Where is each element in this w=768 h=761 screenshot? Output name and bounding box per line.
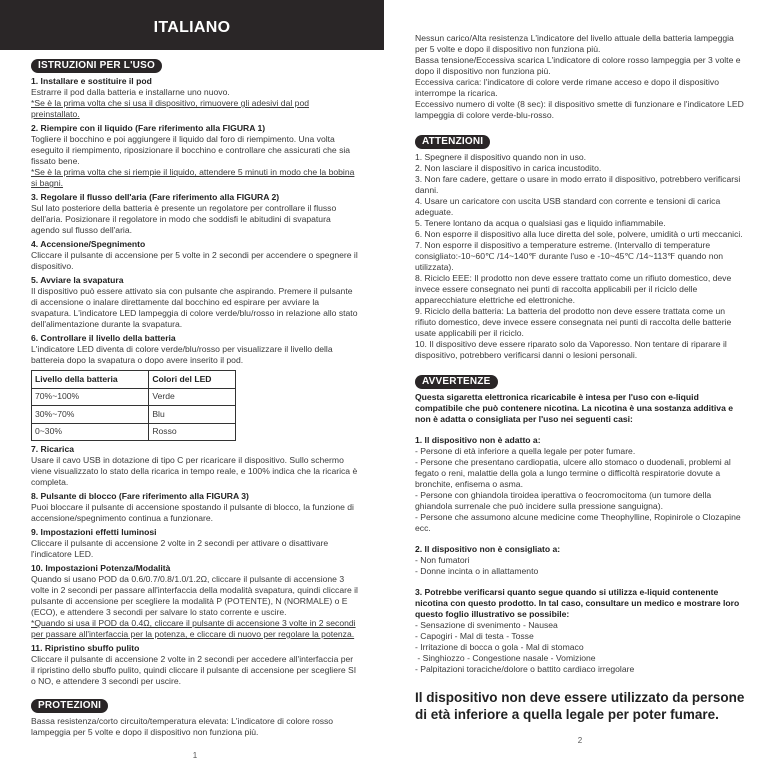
table-cell: Blu [149, 406, 236, 424]
protection-item: Eccessiva carica: l'indicatore di colore verde rimane acceso e dopo il dispositivo interrompe la ricarica. [415, 77, 719, 98]
table-cell: 0~30% [32, 423, 149, 441]
instruction-heading: 1. Installare e sostituire il pod [31, 76, 152, 86]
section-pill-istruzioni: ISTRUZIONI PER L'USO [31, 59, 162, 73]
attention-item: 5. Tenere lontano da acqua o qualsiasi gas e liquido infiammabile. [415, 218, 666, 228]
page-1-column [31, 59, 359, 761]
instruction-heading: 10. Impostazioni Potenza/Modalità [31, 563, 171, 573]
instruction-2 [31, 123, 359, 189]
instruction-note: *Quando si usa il POD da 0.4Ω, cliccare il pulsante di accensione 3 volte in 2 secondi per passare all'interfaccia per la potenza, e cliccare di nuovo per regolare la potenza. [31, 618, 356, 639]
instruction-text: Quando si usano POD da 0.6/0.7/0.8/1.0/1.2Ω, cliccare il pulsante di accensione 3 volte in 2 secondi per passare all'interfaccia della modalità svapatura, quindi cliccare il pulsante di accensione per scegliere la modalità P (POTENTE), N (NORMALE) o E (ECO), e attendere 3 secondi per salvare lo stato corrente e uscire. [31, 574, 358, 617]
instruction-heading: 8. Pulsante di blocco (Fare riferimento alla FIGURA 3) [31, 491, 249, 501]
table-cell: 70%~100% [32, 388, 149, 406]
instruction-heading: 2. Riempire con il liquido (Fare riferimento alla FIGURA 1) [31, 123, 266, 133]
instruction-1 [31, 76, 359, 120]
instruction-heading: 11. Ripristino sbuffo pulito [31, 643, 140, 653]
page-2-column [415, 33, 745, 746]
instruction-note: *Se è la prima volta che si usa il dispositivo, rimuovere gli adesivi dal pod preinstallato. [31, 98, 310, 119]
instruction-text: Sul lato posteriore della batteria è presente un regolatore per controllare il flusso dell'aria. Posizionare il regolatore in modo che soddisfi le abitudini di svapatura agendo sul flusso dell'aria. [31, 203, 337, 235]
attention-item: 10. Il dispositivo deve essere riparato solo da Vaporesso. Non tentare di riparare il dispositivo, potrebbero verificarsi danni o lesioni personali. [415, 339, 727, 360]
instruction-heading: 4. Accensione/Spegnimento [31, 239, 146, 249]
warning-item: - Persone di età inferiore a quella legale per poter fumare. [415, 446, 636, 456]
attention-item: 8. Riciclo EEE: Il prodotto non deve essere trattato come un rifiuto domestico, deve invece essere consegnato nei punti di raccolta applicabili per il riciclo delle apparecchiature elettriche ed elettroniche. [415, 273, 732, 305]
table-header-row [32, 371, 236, 389]
instruction-heading: 5. Avviare la svapatura [31, 275, 124, 285]
protection-text: Bassa resistenza/corto circuito/temperatura elevata: L'indicatore di colore rosso lampeggia per 5 volte e dopo il dispositivo non funziona più. [31, 716, 334, 737]
warning-item: - Sensazione di svenimento - Nausea [415, 620, 558, 630]
warning-item: - Singhiozzo - Congestione nasale - Vomizione [415, 653, 596, 663]
section-pill-attenzioni: ATTENZIONI [415, 135, 490, 149]
instruction-text: Puoi bloccare il pulsante di accensione spostando il pulsante di blocco, la funzione di accensione/spegnimento continua a funzionare. [31, 502, 354, 523]
instruction-heading: 9. Impostazioni effetti luminosi [31, 527, 157, 537]
instruction-text: L'indicatore LED diventa di colore verde/blu/rosso per visualizzare il livello della battereia dopo la svapatura o dopo avere inserito il pod. [31, 344, 333, 365]
warning-item: - Palpitazioni toraciche/dolore o battito cardiaco irregolare [415, 664, 635, 674]
instruction-text: Il dispositivo può essere attivato sia con pulsante che aspirando. Premere il pulsante di accensione o inalare direttamente dal bocchino ed espirare per avviare la svapatura. L'indicatore LED lampeggia di colore verde/blu/rosso in relazione allo stato dell'alimentazione durante la svapatura. [31, 286, 358, 329]
warning-item: - Persone con ghiandola tiroidea iperattiva o feocromocitoma (un tumore della ghiandola surrenale che può incidere sulla pressione sanguigna). [415, 490, 712, 511]
instruction-text: Usare il cavo USB in dotazione di tipo C per ricaricare il dispositivo. Sullo schermo viene visualizzato lo stato della ricarica in tempo reale, e 100% indica che la ricarica è completa. [31, 455, 358, 487]
table-header: Livello della batteria [32, 371, 149, 389]
instruction-8 [31, 491, 359, 524]
instruction-3 [31, 192, 359, 236]
attention-item: 1. Spegnere il dispositivo quando non in uso. [415, 152, 587, 162]
attention-item: 2. Non lasciare il dispositivo in carica incustodito. [415, 163, 602, 173]
section-pill-avvertenze: AVVERTENZE [415, 375, 498, 389]
instruction-heading: 3. Regolare il flusso dell'aria (Fare riferimento alla FIGURA 2) [31, 192, 280, 202]
instruction-6 [31, 333, 359, 441]
table-cell: Rosso [149, 423, 236, 441]
instruction-heading: 6. Controllare il livello della batteria [31, 333, 176, 343]
instruction-text: Togliere il bocchino e poi aggiungere il liquido dal foro di riempimento. Una volta eseguito il riempimento, riposizionare il bocchino e controllare che assicurati che sia fissato bene. [31, 134, 351, 166]
table-row [32, 406, 236, 424]
page-number: 2 [577, 736, 583, 745]
attention-item: 3. Non fare cadere, gettare o usare in modo errato il dispositivo, potrebbero verificarsi danni. [415, 174, 741, 195]
page-number: 1 [192, 751, 198, 760]
age-warning: Il dispositivo non deve essere utilizzato da persone di età inferiore a quella legale per poter fumare. [415, 690, 745, 722]
warning-item: - Non fumatori [415, 555, 470, 565]
table-cell: Verde [149, 388, 236, 406]
attention-item: 4. Usare un caricatore con uscita USB standard con corrente e tensioni di carica adeguate. [415, 196, 721, 217]
table-header: Colori del LED [149, 371, 236, 389]
instruction-note: *Se è la prima volta che si riempie il liquido, attendere 5 minuti in modo che la bobina si bagni. [31, 167, 355, 188]
instruction-4 [31, 239, 359, 272]
attention-list [415, 152, 745, 361]
language-header: ITALIANO [0, 0, 384, 50]
warning-item: - Persone che presentano cardiopatia, ulcere allo stomaco o duodenali, problemi al fegato o reni, malattie della gola a lungo termine o difficoltà respiratorie dovute a bronchite, enfisema o asma. [415, 457, 731, 489]
instruction-7 [31, 444, 359, 488]
warning-item: - Irritazione di bocca o gola - Mal di stomaco [415, 642, 584, 652]
protection-item: Bassa tensione/Eccessiva scarica L'indicatore di colore rosso lampeggia per 3 volte e dopo il dispositivo non funziona più. [415, 55, 741, 76]
section-pill-protezioni: PROTEZIONI [31, 699, 108, 713]
instruction-heading: 7. Ricarica [31, 444, 74, 454]
battery-led-table [31, 370, 236, 441]
table-row [32, 423, 236, 441]
instruction-text: Cliccare il pulsante di accensione 2 volte in 2 secondi per attivare o disattivare l'indicatore LED. [31, 538, 329, 559]
instruction-text: Cliccare il pulsante di accensione 2 volte in 2 secondi per accedere all'interfaccia per il ripristino dello sbuffo pulito, quindi cliccare il pulsante di accensione per scegliere SI o NO, e attendere 3 secondi per uscire. [31, 654, 357, 686]
instruction-10 [31, 563, 359, 640]
attention-item: 6. Non esporre il dispositivo alla luce diretta del sole, polvere, umidità o urti meccanici. [415, 229, 743, 239]
warning-intro: Questa sigaretta elettronica ricaricabile è intesa per l'uso con e-liquid compatibile che può contenere nicotina. La nicotina è una sostanza additiva e non è adatta o consigliata per l'uso nei seguenti casi: [415, 392, 734, 424]
instruction-5 [31, 275, 359, 330]
attention-item: 9. Riciclo della batteria: La batteria del prodotto non deve essere trattata come un rifiuto domestico, deve invece essere consegnata nei punti di raccolta delle batterie usate applicabili per il riciclo. [415, 306, 732, 338]
protection-item: Eccessivo numero di volte (8 sec): il dispositivo smette di funzionare e l'indicatore LED lampeggia di colore verde-blu-rosso. [415, 99, 744, 120]
warning-heading: 3. Potrebbe verificarsi quanto segue quando si utilizza e-liquid contenente nicotina con questo prodotto. In tal caso, consultare un medico e mostrare loro questo foglio illustrativo se possibile: [415, 587, 740, 619]
protection-item: Nessun carico/Alta resistenza L'indicatore del livello attuale della batteria lampeggia per 5 volte e dopo il dispositivo non funziona più. [415, 33, 734, 54]
warning-item: - Persone che assumono alcune medicine come Theophylline, Ropinirole o Clozapine ecc. [415, 512, 741, 533]
warning-heading: 1. Il dispositivo non è adatto a: [415, 435, 541, 445]
warning-item: - Donne incinta o in allattamento [415, 566, 539, 576]
table-cell: 30%~70% [32, 406, 149, 424]
attention-item: 7. Non esporre il dispositivo a temperature estreme. (Intervallo di temperature consigliato:-10~60℃ /14~140℉ durante l'uso e -10~45℃ /14~113℉ quando non utilizzata). [415, 240, 724, 272]
warning-heading: 2. Il dispositivo non è consigliato a: [415, 544, 561, 554]
table-row [32, 388, 236, 406]
instruction-11 [31, 643, 359, 687]
instruction-text: Estrarre il pod dalla batteria e installarne uno nuovo. [31, 87, 230, 97]
warning-item: - Capogiri - Mal di testa - Tosse [415, 631, 534, 641]
instruction-text: Cliccare il pulsante di accensione per 5 volte in 2 secondi per accendere o spegnere il dispositivo. [31, 250, 358, 271]
instruction-9 [31, 527, 359, 560]
